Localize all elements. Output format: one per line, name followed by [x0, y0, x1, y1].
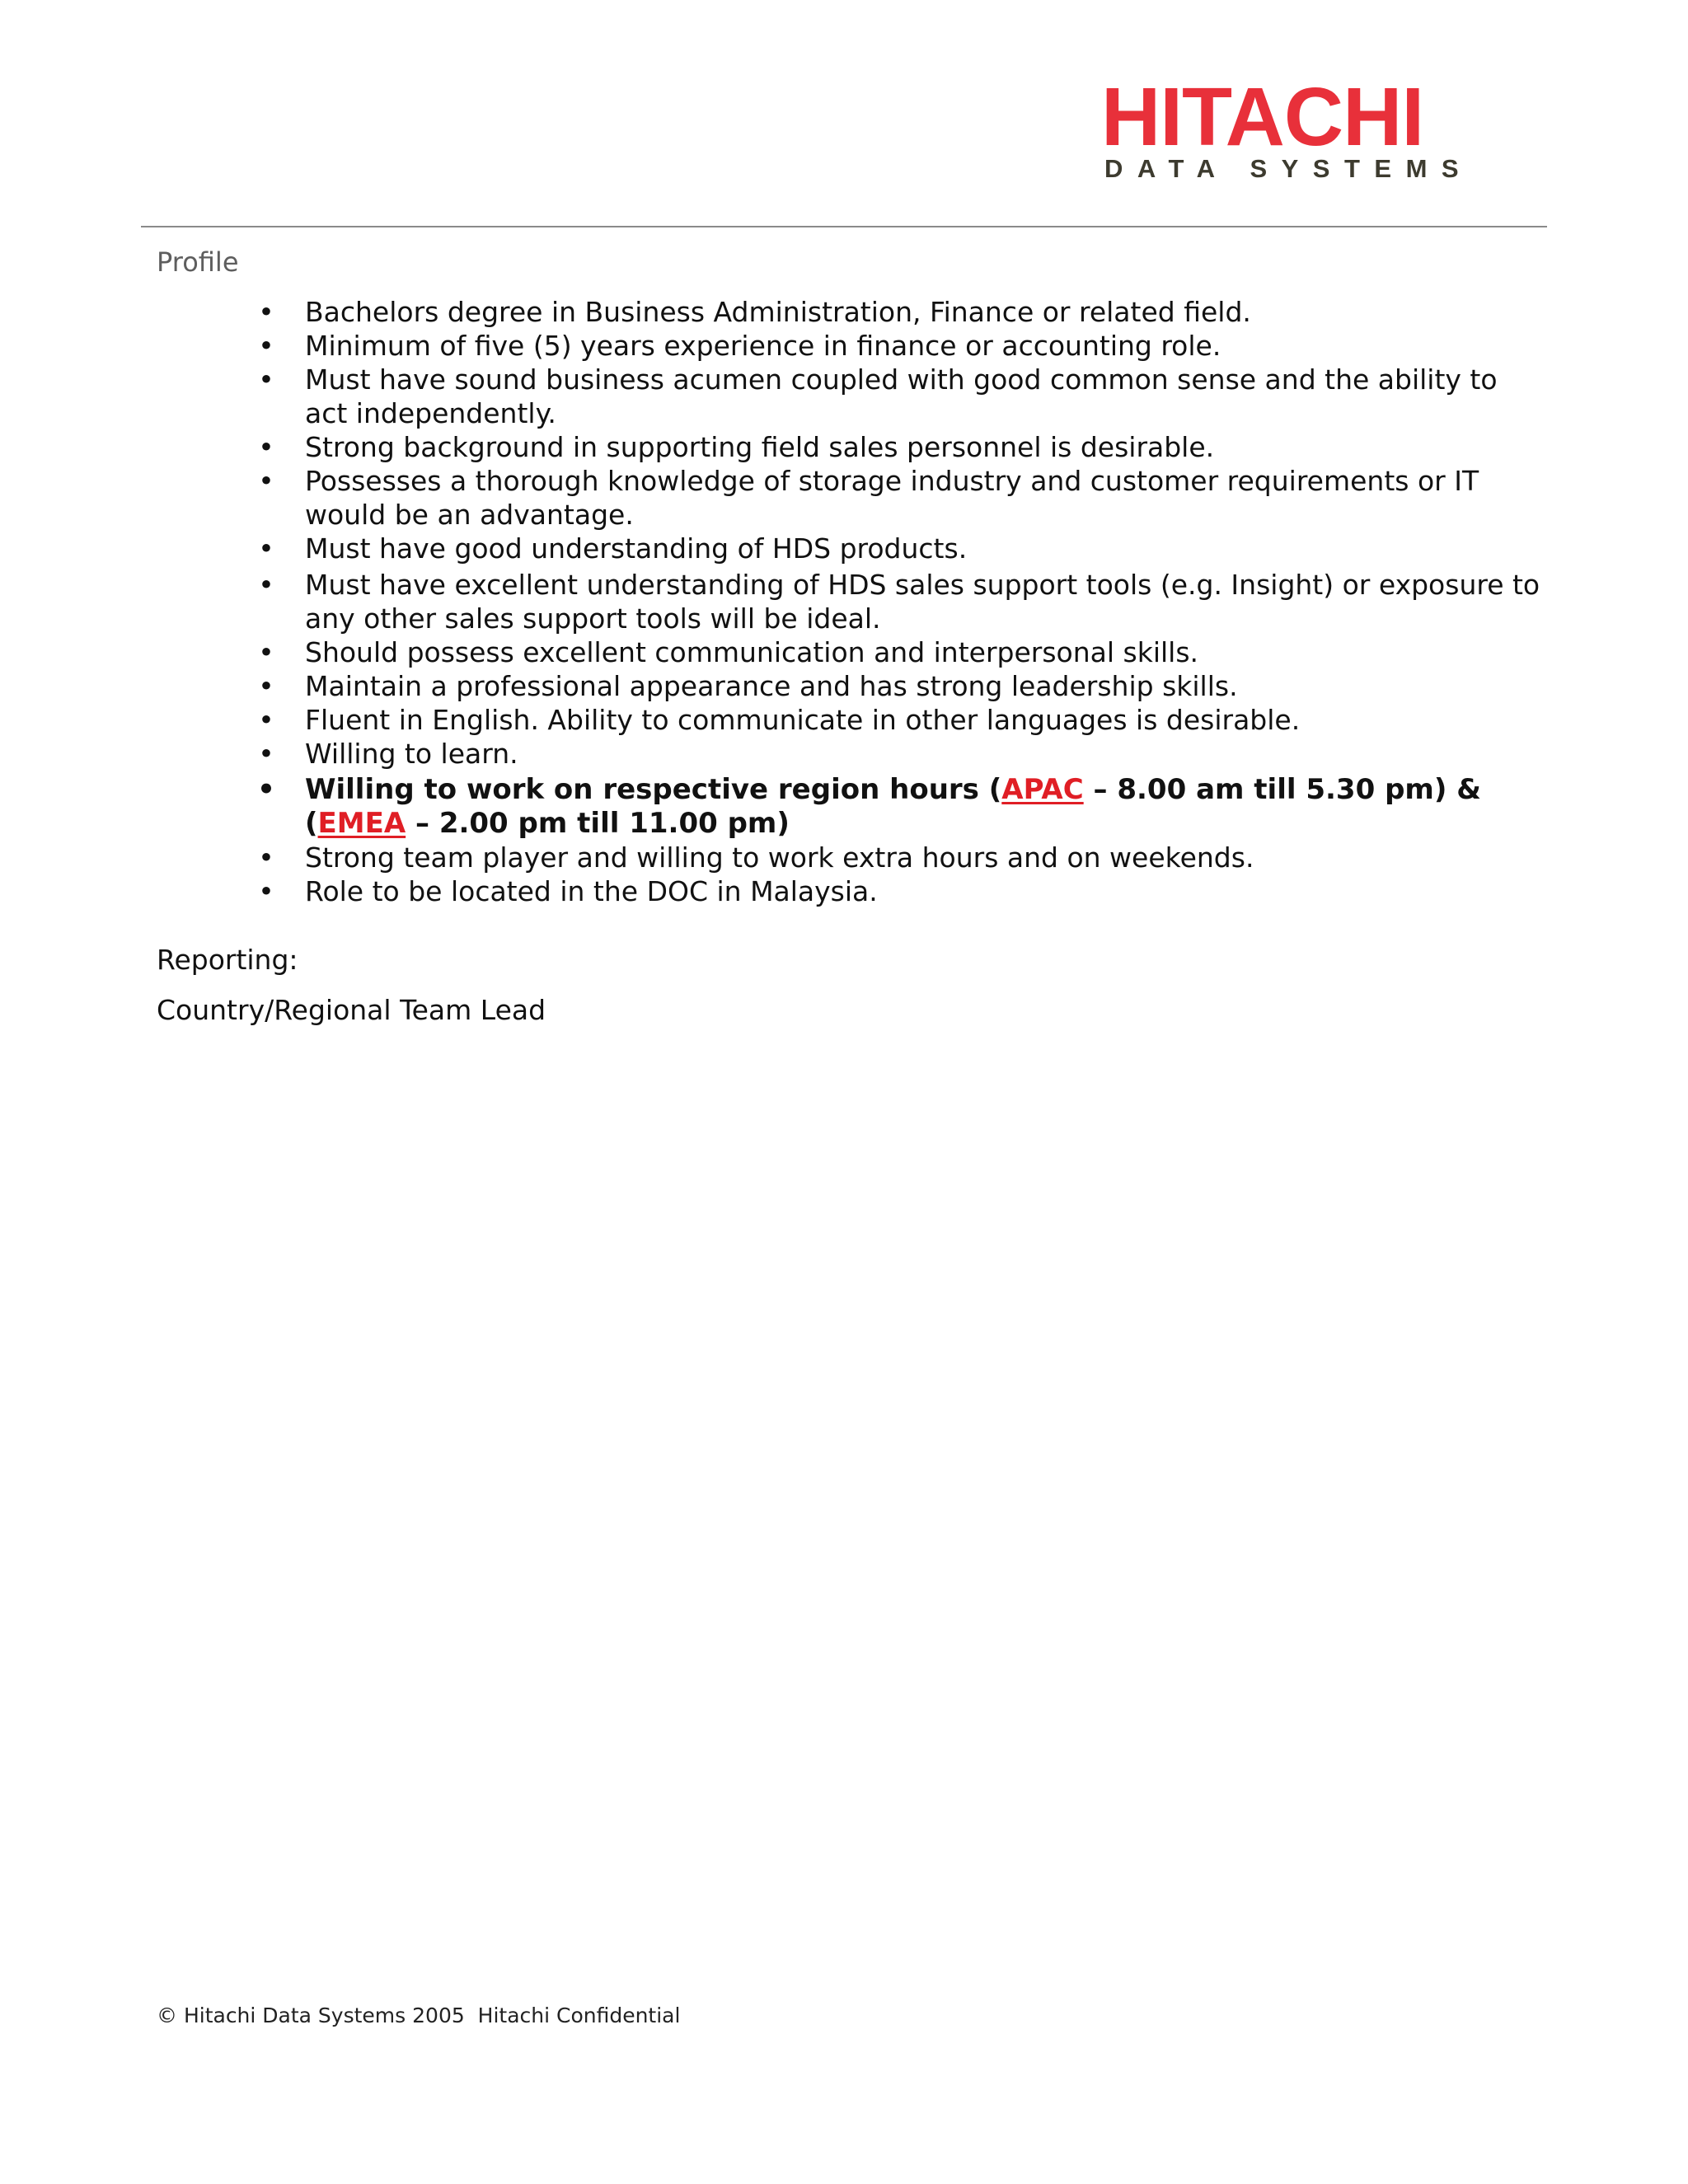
logo-tagline-text: DATA SYSTEMS: [1104, 154, 1474, 183]
bullet-icon: •: [258, 704, 274, 736]
list-item-text: Strong team player and willing to work extra hours and on weekends.: [305, 841, 1254, 874]
list-item: [258, 669, 1541, 703]
bullet-icon: •: [258, 636, 274, 668]
bullet-icon: •: [258, 431, 274, 463]
list-item: [258, 430, 1541, 464]
list-item-text: Strong background in supporting field sales personnel is desirable.: [305, 431, 1215, 463]
bullet-icon: •: [258, 841, 274, 874]
bullet-icon: •: [258, 465, 274, 497]
reporting-label: Reporting:: [157, 944, 298, 976]
bullet-icon: •: [257, 773, 275, 806]
region-apac-link[interactable]: APAC: [1001, 773, 1084, 806]
bullet-icon: •: [258, 532, 274, 565]
list-item: [258, 841, 1541, 874]
hitachi-logo: [1063, 71, 1475, 199]
bullet-icon: •: [258, 670, 274, 702]
list-item: [258, 464, 1541, 532]
list-item-text: Maintain a professional appearance and has strong leadership skills.: [305, 670, 1238, 702]
bullet-icon: •: [258, 569, 274, 601]
list-item: [258, 635, 1541, 669]
list-item: [258, 363, 1541, 430]
bullet-icon: •: [258, 875, 274, 907]
list-item-text: Fluent in English. Ability to communicate in other languages is desirable.: [305, 704, 1301, 736]
hours-middle: – 8.00 am till 5.30 pm) & (: [305, 773, 1481, 840]
bullet-icon: •: [258, 738, 274, 770]
profile-heading: Profile: [157, 246, 239, 278]
bullet-icon: •: [258, 330, 274, 362]
list-item-text: Must have good understanding of HDS products.: [305, 532, 968, 565]
bullet-icon: •: [258, 363, 274, 396]
hours-prefix: Willing to work on respective region hours (: [305, 773, 1002, 806]
profile-list: [257, 295, 1541, 908]
list-item-text: Bachelors degree in Business Administration, Finance or related field.: [305, 296, 1251, 328]
list-item-text: Must have sound business acumen coupled with good common sense and the ability to act independently.: [305, 363, 1498, 429]
list-item-working-hours: [257, 773, 1541, 841]
list-item-text: Should possess excellent communication and interpersonal skills.: [305, 636, 1199, 668]
list-item: [258, 329, 1541, 363]
list-item: [258, 295, 1541, 329]
region-emea-link[interactable]: EMEA: [317, 807, 406, 840]
list-item-text: Possesses a thorough knowledge of storage industry and customer requirements or IT would be an advantage.: [305, 465, 1479, 531]
bullet-icon: •: [258, 296, 274, 328]
hours-suffix: – 2.00 pm till 11.00 pm): [406, 807, 790, 840]
list-item: [258, 703, 1541, 737]
page-footer: © Hitachi Data Systems 2005 Hitachi Confidential: [157, 2004, 681, 2027]
reporting-value: Country/Regional Team Lead: [157, 994, 546, 1026]
list-item: [258, 532, 1541, 565]
header-divider: [141, 226, 1547, 227]
list-item-text: Minimum of five (5) years experience in finance or accounting role.: [305, 330, 1221, 362]
list-item: [258, 737, 1541, 771]
list-item-text: Role to be located in the DOC in Malaysia.: [305, 875, 878, 907]
list-item-text: Willing to learn.: [305, 738, 518, 770]
list-item: [258, 874, 1541, 908]
logo-brand-text: HITACHI: [1101, 71, 1424, 163]
list-item: [258, 568, 1541, 635]
list-item-text: Must have excellent understanding of HDS sales support tools (e.g. Insight) or exposure to any other sales support tools will be ideal.: [305, 569, 1540, 635]
